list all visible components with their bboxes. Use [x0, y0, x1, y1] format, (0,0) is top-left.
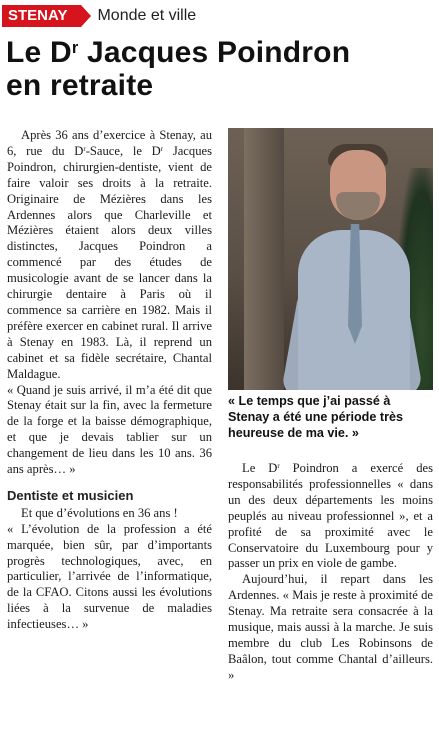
- paragraph: Et que d’évolutions en 36 ans !: [21, 505, 178, 520]
- photo-caption: « Le temps que j’ai passé à Stenay a été une période très heureuse de ma vie. »: [228, 394, 403, 440]
- paragraph: Aujourd’hui, il repart dans les Ardennes. « Mais je reste à proximité de Stenay. Ma retraite sera consacrée à la musique, mais aussi à la marche. Je suis membre du club Les Robinsons de Baâlon, tout comme Chantal d’ailleurs. »: [228, 572, 433, 682]
- headline-line1: Le $D^r$ Jacques Poindron: [6, 36, 351, 69]
- paragraph: Après 36 ans d’exercice à Stenay, au 6, rue du $D^r$-Sauce, le $D^r$ Jacques Poindron, chirurgien-dentiste, vient de faire valoir ses droits à la retraite. Originaire de Mézières dans les Ardennes alors que Charleville et Mézières étaient alors deux villes distinctes, Jacques Poindron a commencé par des études de musicologie avant de se lancer dans la chirurgie dentaire à Paris où il commence sa carrière en 1982. Mais il préfère exercer en cabinet rural. Il arrive à Stenay en 1983. Là, il reprend un cabinet et sa fidèle secrétaire, Chantal Maldague.: [7, 128, 212, 381]
- location-tag: STENAY: [2, 5, 81, 27]
- section-name: Monde et ville: [97, 7, 197, 24]
- kicker: [2, 5, 196, 27]
- article-column-left: [7, 128, 212, 633]
- portrait-photo: [228, 128, 433, 390]
- paragraph: Le $D^r$ Poindron a exercé des responsabilités professionnelles « dans un des deux départements les moins peuplés au niveau professionnel », et a profité de sa proximité avec le Conservatoire du Luxembourg pour y passer un prix en viole de gambe.: [228, 461, 433, 571]
- headline-line2: en retraite: [6, 69, 154, 102]
- subheading: Dentiste et musicien: [7, 487, 134, 503]
- paragraph: « L’évolution de la profession a été marquée, bien sûr, par d’importants progrès technologiques, avec, en particulier, l’arrivée de l’informatique, de la CFAO. Citons aussi les évolutions liées à la survenue de maladies infectieuses… »: [7, 521, 212, 632]
- paragraph: « Quand je suis arrivé, il m’a été dit que Stenay était sur la fin, avec la fermeture de la forge et la baisse démographique, et que je devais tablier sur un changement de lieu dans les 10 ans. 36 ans après… »: [7, 382, 212, 477]
- headline: [6, 36, 436, 102]
- article-column-right: [228, 461, 433, 684]
